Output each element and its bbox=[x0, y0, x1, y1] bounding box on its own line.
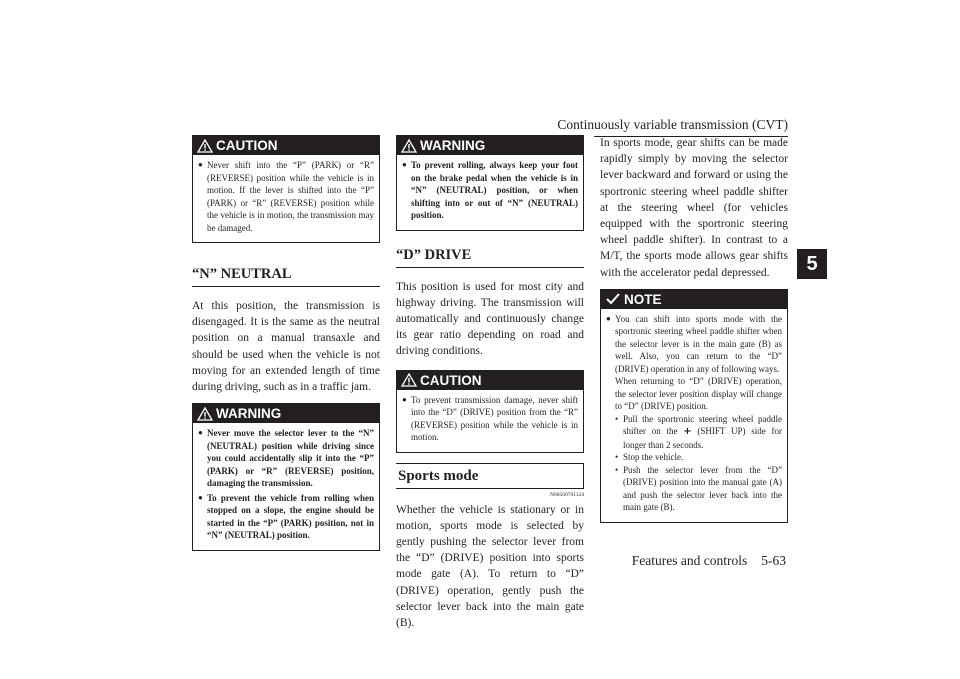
chapter-tab: 5 bbox=[797, 249, 827, 279]
warning-bullet: ● To prevent rolling, always keep your foot on the brake pedal when the vehicle is in “N” (NEUTRAL) position, or when shifting into or out of “N” (NEUTRAL) position. bbox=[402, 160, 578, 220]
warning-header bbox=[193, 404, 379, 423]
page-number: 5-63 bbox=[761, 553, 786, 568]
neutral-heading: “N” NEUTRAL bbox=[192, 266, 380, 287]
caution-header bbox=[193, 136, 379, 155]
caution-box bbox=[396, 370, 584, 453]
note-sub-item: • Push the selector lever from the “D” (DRIVE) position into the manual gate (A) and push the selector lever back into the main gate (B). bbox=[615, 464, 782, 513]
caution-header bbox=[397, 371, 583, 390]
page-footer bbox=[618, 553, 786, 569]
caution-label: CAUTION bbox=[420, 372, 482, 388]
column-1 bbox=[192, 135, 380, 557]
note-header bbox=[601, 290, 787, 309]
neutral-paragraph: At this position, the transmission is disengaged. It is the same as the neutral position on a manual transaxle and should be used when the vehicle is not moving for an extended length of time during driving, such as in a traffic jam. bbox=[192, 300, 380, 394]
note-box bbox=[600, 289, 788, 523]
column-2 bbox=[396, 135, 584, 631]
caution-box bbox=[192, 135, 380, 243]
document-code: N00560701124 bbox=[549, 491, 584, 498]
running-header: Continuously variable transmission (CVT) bbox=[557, 117, 788, 132]
sports-mode-intro: In sports mode, gear shifts can be made rapidly simply by moving the selector lever backward and forward or using the sportronic steering wheel paddle shifter at the steering wheel (for vehicles equipped with the sportronic steering wheel paddle shifter). In contrast to a M/T, the sports mode allows gear shifts with the accelerator pedal depressed. bbox=[600, 137, 788, 279]
drive-paragraph: This position is used for most city and highway driving. The transmission will automatically and continuously change its gear ratio depending on road and driving conditions. bbox=[396, 280, 584, 358]
note-sub-item: • Stop the vehicle. bbox=[615, 452, 684, 463]
warning-bullet: ● To prevent the vehicle from rolling when stopped on a slope, the engine should be started in the “P” (PARK) position, not in “N” (NEUTRAL) position. bbox=[198, 492, 374, 541]
warning-triangle-icon bbox=[401, 139, 417, 153]
warning-triangle-icon bbox=[197, 407, 213, 421]
note-bullet: ● You can shift into sports mode with the sportronic steering wheel paddle shifter when the selector lever is in the main gate (B) as well. Also, you can return to the “D” (DRIVE) operation in any of following ways. When returning to “D” (DRIVE) operation, the selector lever position display will change to “D” (DRIVE) position. • Pull the sportronic steering wheel paddle shifter on the + (SHIFT UP) side for longer than 2 seconds. • Stop the vehicle. • Push the selector lever from the “D” (DRIVE) position into the manual gate (A) and push the selector lever back into the main gate (B). bbox=[606, 313, 783, 513]
drive-heading: “D” DRIVE bbox=[396, 247, 584, 268]
sports-mode-heading: Sports mode bbox=[396, 463, 584, 489]
warning-header bbox=[397, 136, 583, 155]
warning-box bbox=[192, 403, 380, 551]
caution-bullet: ● To prevent transmission damage, never shift into the “D” (DRIVE) position from the “R” (REVERSE) position while the vehicle is in motion. bbox=[402, 394, 578, 443]
note-label: NOTE bbox=[624, 291, 662, 307]
footer-section: Features and controls bbox=[631, 553, 748, 568]
warning-label: WARNING bbox=[420, 138, 486, 153]
warning-triangle-icon bbox=[197, 139, 213, 153]
checkmark-icon bbox=[605, 292, 621, 306]
column-3 bbox=[600, 135, 788, 529]
note-sub-item: • Pull the sportronic steering wheel paddle shifter on the + (SHIFT UP) side for longer than 2 seconds. bbox=[615, 413, 783, 450]
warning-label: WARNING bbox=[216, 406, 282, 422]
caution-bullet: ● Never shift into the “P” (PARK) or “R” (REVERSE) position while the vehicle is in motion. If the lever is shifted into the “P” (PARK) or “R” (REVERSE) position while the vehicle is in motion, the transmission may be damaged. bbox=[198, 160, 374, 233]
sports-mode-paragraph: Whether the vehicle is stationary or in motion, sports mode is selected by gently pushing the selector lever from the “D” (DRIVE) position into sports mode gate (A). To return to “D” (DRIVE) operation, gently push the selector lever back into the main gate (B). bbox=[396, 503, 584, 629]
plus-icon: + bbox=[683, 426, 692, 438]
caution-label: CAUTION bbox=[216, 138, 278, 153]
warning-bullet: ● Never move the selector lever to the “N” (NEUTRAL) position while driving since you could accidentally slip it into the “P” (PARK) or “R” (REVERSE) position, damaging the transmission. bbox=[198, 428, 374, 489]
warning-triangle-icon bbox=[401, 373, 417, 387]
warning-box bbox=[396, 135, 584, 231]
